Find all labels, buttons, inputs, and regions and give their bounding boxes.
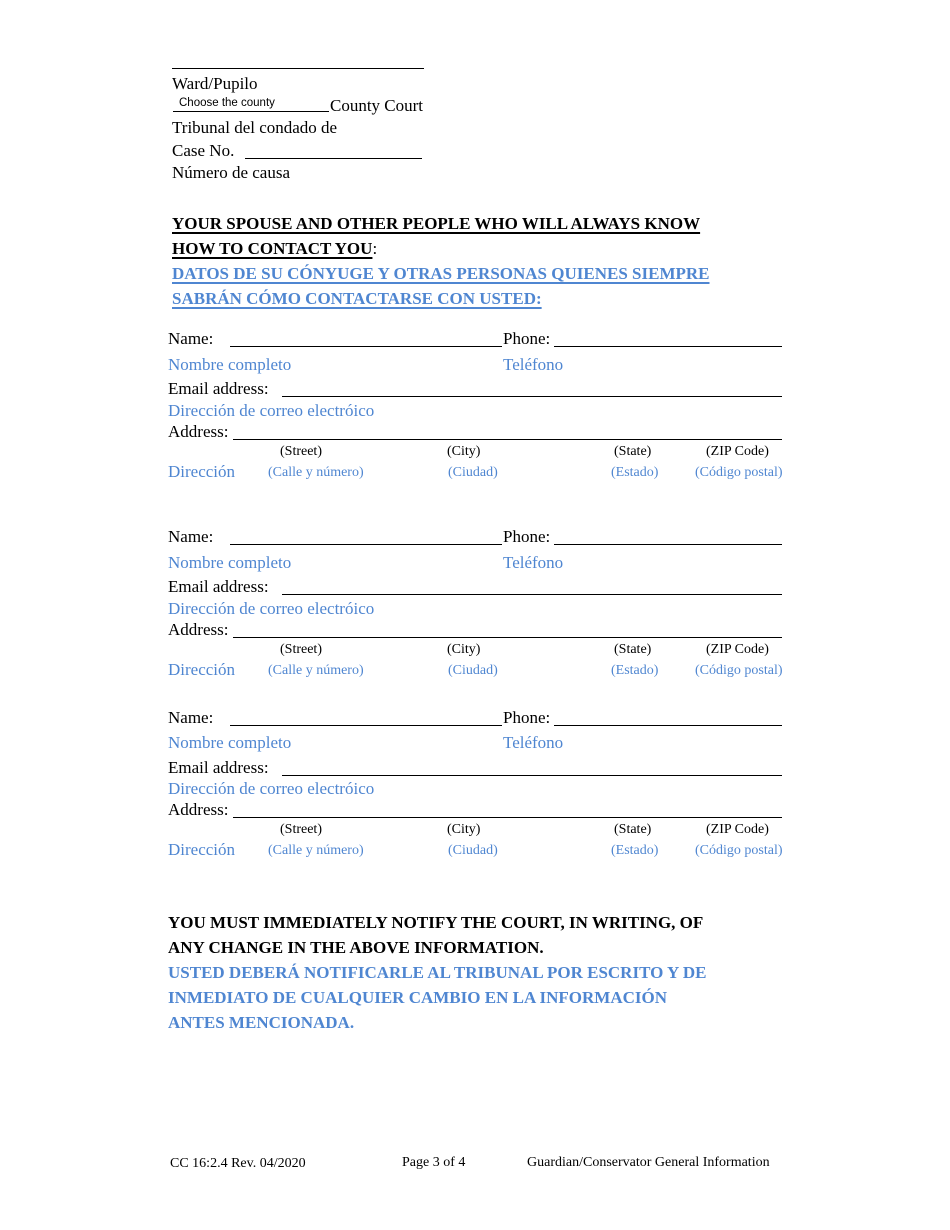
estado-label: (Estado) [611, 465, 659, 480]
phone-label: Phone: [503, 527, 551, 546]
calle-label: (Calle y número) [268, 465, 364, 480]
codigo-label: (Código postal) [695, 663, 783, 678]
telefono-label: Teléfono [503, 553, 564, 572]
state-label: (State) [614, 822, 652, 837]
name-label: Name: [168, 527, 214, 546]
email-es-label: Dirección de correo electróico [168, 779, 375, 798]
address-field[interactable] [233, 637, 782, 638]
phone-field[interactable] [554, 346, 782, 347]
name-field[interactable] [230, 346, 502, 347]
email-field[interactable] [282, 396, 782, 397]
footer-title: Guardian/Conservator General Information [527, 1155, 770, 1170]
phone-field[interactable] [554, 544, 782, 545]
footer-form-id: CC 16:2.4 Rev. 04/2020 [170, 1156, 306, 1171]
numero-causa-label: Número de causa [172, 163, 291, 182]
notice-en-2: ANY CHANGE IN THE ABOVE INFORMATION. [168, 938, 544, 957]
ward-label: Ward/Pupilo [172, 74, 258, 93]
calle-label: (Calle y número) [268, 663, 364, 678]
state-label: (State) [614, 444, 652, 459]
estado-label: (Estado) [611, 663, 659, 678]
calle-label: (Calle y número) [268, 843, 364, 858]
ciudad-label: (Ciudad) [448, 843, 498, 858]
ciudad-label: (Ciudad) [448, 465, 498, 480]
telefono-label: Teléfono [503, 355, 564, 374]
name-label: Name: [168, 329, 214, 348]
zip-label: (ZIP Code) [706, 444, 769, 459]
footer-page-number: Page 3 of 4 [402, 1155, 466, 1170]
nombre-label: Nombre completo [168, 733, 292, 752]
email-es-label: Dirección de correo electróico [168, 401, 375, 420]
estado-label: (Estado) [611, 843, 659, 858]
name-field[interactable] [230, 544, 502, 545]
email-field[interactable] [282, 775, 782, 776]
codigo-label: (Código postal) [695, 465, 783, 480]
zip-label: (ZIP Code) [706, 822, 769, 837]
city-label: (City) [447, 642, 481, 657]
address-label: Address: [168, 422, 229, 441]
direccion-label: Dirección [168, 660, 236, 679]
email-label: Email address: [168, 758, 269, 777]
section-title-es-2: SABRÁN CÓMO CONTACTARSE CON USTED: [172, 289, 542, 308]
notice-en-1: YOU MUST IMMEDIATELY NOTIFY THE COURT, IN WRITING, OF [168, 913, 704, 932]
email-field[interactable] [282, 594, 782, 595]
nombre-label: Nombre completo [168, 553, 292, 572]
street-label: (Street) [280, 444, 322, 459]
county-select[interactable]: Choose the county [173, 96, 329, 112]
county-court-label: County Court [330, 96, 424, 115]
tribunal-label: Tribunal del condado de [172, 118, 338, 137]
street-label: (Street) [280, 822, 322, 837]
name-field[interactable] [230, 725, 502, 726]
telefono-label: Teléfono [503, 733, 564, 752]
phone-field[interactable] [554, 725, 782, 726]
address-field[interactable] [233, 439, 782, 440]
section-title-en-1: YOUR SPOUSE AND OTHER PEOPLE WHO WILL ALWAYS KNOW [172, 214, 701, 233]
address-field[interactable] [233, 817, 782, 818]
city-label: (City) [447, 822, 481, 837]
direccion-label: Dirección [168, 840, 236, 859]
email-label: Email address: [168, 379, 269, 398]
phone-label: Phone: [503, 329, 551, 348]
phone-label: Phone: [503, 708, 551, 727]
case-no-field[interactable] [245, 158, 422, 159]
notice-es-1: USTED DEBERÁ NOTIFICARLE AL TRIBUNAL POR ESCRITO Y DE [168, 963, 707, 982]
codigo-label: (Código postal) [695, 843, 783, 858]
notice-es-3: ANTES MENCIONADA. [168, 1013, 355, 1032]
nombre-label: Nombre completo [168, 355, 292, 374]
street-label: (Street) [280, 642, 322, 657]
address-label: Address: [168, 800, 229, 819]
ward-name-field[interactable] [172, 68, 424, 69]
city-label: (City) [447, 444, 481, 459]
email-es-label: Dirección de correo electróico [168, 599, 375, 618]
section-title-es-1: DATOS DE SU CÓNYUGE Y OTRAS PERSONAS QUIENES SIEMPRE [172, 264, 710, 283]
ciudad-label: (Ciudad) [448, 663, 498, 678]
zip-label: (ZIP Code) [706, 642, 769, 657]
direccion-label: Dirección [168, 462, 236, 481]
address-label: Address: [168, 620, 229, 639]
state-label: (State) [614, 642, 652, 657]
notice-es-2: INMEDIATO DE CUALQUIER CAMBIO EN LA INFORMACIÓN [168, 988, 668, 1007]
email-label: Email address: [168, 577, 269, 596]
section-title-en-2: HOW TO CONTACT YOU: [172, 239, 378, 258]
case-no-label: Case No. [172, 141, 235, 160]
name-label: Name: [168, 708, 214, 727]
